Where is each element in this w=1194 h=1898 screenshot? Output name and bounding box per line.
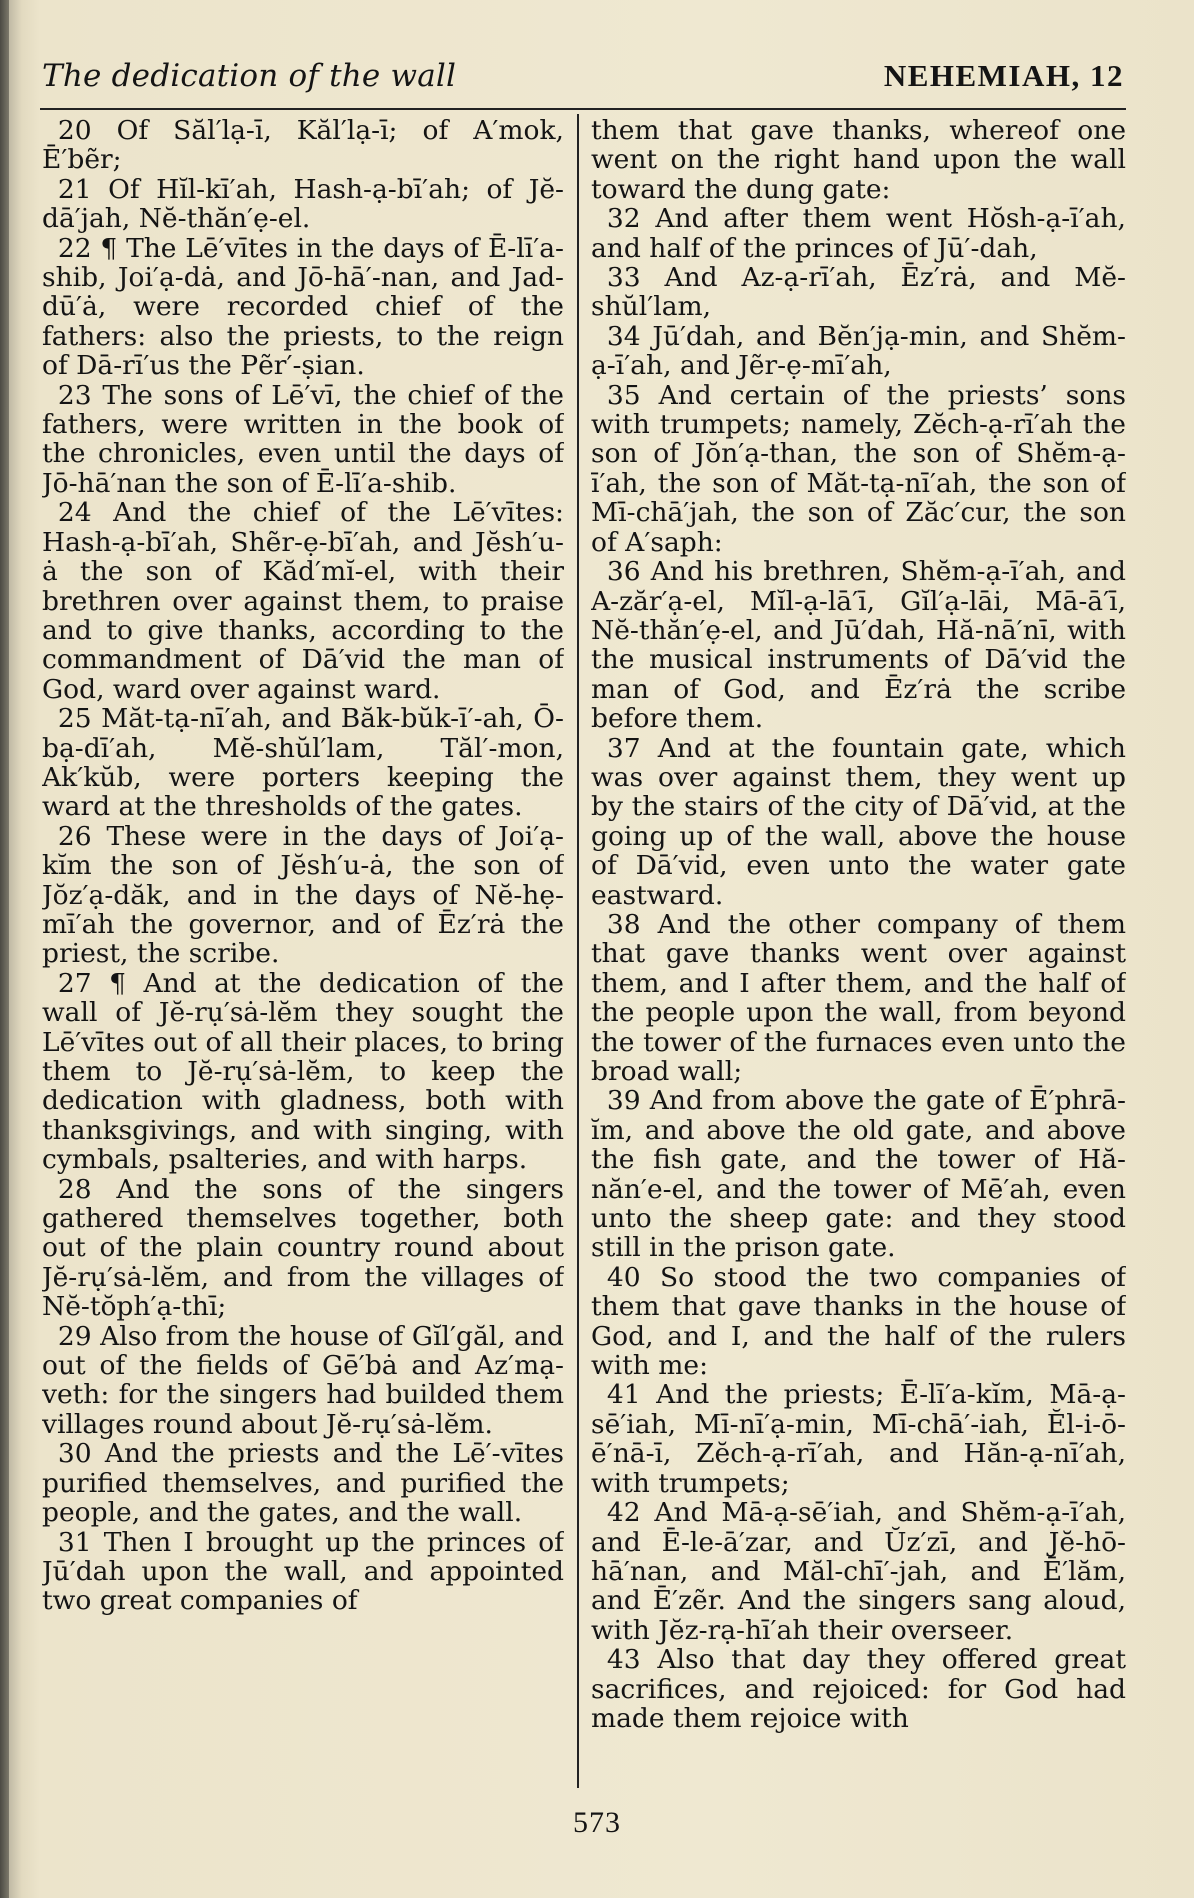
- verse-text: And the priests; Ē-lī′a-kĭm, Mā-ạ-sē′iah, Mī-nī′ạ-min, Mī-chā′-iah, Ĕl-i-ō-ē′nā-ī, Zĕch-ạ-rī′ah, and Hăn-ạ-nī′ah, with trumpets;: [591, 1379, 1126, 1499]
- verse-number: 33: [606, 262, 641, 294]
- verse-number: 20: [57, 116, 92, 146]
- verse: [42, 234, 564, 381]
- verse-number: 21: [57, 173, 92, 205]
- verse-continuation: [591, 116, 1126, 204]
- verse: [591, 1645, 1126, 1733]
- header-rule: [40, 108, 1126, 110]
- verse-text: them that gave thanks, whereof one went on the right hand upon the wall toward the dung gate:: [591, 116, 1126, 205]
- verse-number: 26: [57, 820, 92, 852]
- verse: [42, 1528, 564, 1616]
- verse-number: 24: [57, 497, 92, 529]
- verse-number: 25: [57, 703, 92, 735]
- verse: [42, 175, 564, 234]
- verse-number: 42: [606, 1497, 641, 1529]
- verse-text: And at the dedication of the wall of Jĕ-rụ′sȧ-lĕm they sought the Lē′vītes out of all their places, to bring them to Jĕ-rụ′sȧ-lĕm, to keep the dedication with gladness, both with thanksgivings, and with singing, with cymbals, psalteries, and with harps.: [42, 967, 564, 1176]
- verse: [42, 381, 564, 499]
- binding-edge: [0, 0, 9, 1898]
- verse-text: Măt-tạ-nī′ah, and Băk-bŭk-ī′-ah, Ō-bạ-dī′ah, Mĕ-shŭl′lam, Tăl′-mon, Ak′kŭb, were porters keeping the ward at the thresholds of the gates.: [42, 703, 564, 823]
- verse: [42, 1322, 564, 1440]
- verse: [42, 969, 564, 1175]
- verse: [42, 1439, 564, 1527]
- verse-number: 43: [606, 1644, 641, 1676]
- verse: [591, 557, 1126, 733]
- verse-text: And the chief of the Lē′vītes: Hash-ạ-bī′ah, Shẽr-ẹ-bī′ah, and Jĕsh′u-ȧ the son of Kăd′mĭ-el, with their brethren over against them, to praise and to give thanks, according to the commandment of Dā′vid the man of God, ward over against ward.: [42, 497, 564, 705]
- left-column: [42, 116, 564, 1796]
- verse: [591, 381, 1126, 557]
- verse: [591, 1498, 1126, 1645]
- verse-number: 32: [606, 203, 641, 235]
- verse-number: 41: [606, 1379, 641, 1411]
- column-divider: [577, 114, 579, 1788]
- verse-number: 31: [57, 1526, 92, 1558]
- verse-text: These were in the days of Joi′ạ-kĭm the son of Jĕsh′u-ȧ, the son of Jŏz′ạ-dăk, and in the days of Nĕ-hẹ-mī′ah the governor, and of Ēz′rȧ the priest, the scribe.: [42, 820, 564, 970]
- verse-text: Also that day they offered great sacrifices, and rejoiced: for God had made them rejoice with: [591, 1644, 1126, 1734]
- verse-number: 36: [606, 556, 641, 588]
- verse-text: The Lē′vītes in the days of Ē-lī′a-shib, Joi′ạ-dȧ, and Jō-hā′-nan, and Jad-dū′ȧ, were recorded chief of the fathers: also the priests, to the reign of Dā-rī′us the Pẽr′-ṣian.: [42, 232, 564, 382]
- verse: [591, 1380, 1126, 1498]
- verse-text: And Mā-ạ-sē′iah, and Shĕm-ạ-ī′ah, and Ē-le-ā′zar, and Ŭz′zī, and Jĕ-hō-hā′nan, and Măl-chī′-jah, and Ē′lăm, and Ē′zẽr. And the singers sang aloud, with Jĕz-rạ-hī′ah their overseer.: [591, 1497, 1126, 1646]
- verse-number: 38: [606, 908, 641, 940]
- verse: [591, 204, 1126, 263]
- verse-number: 39: [606, 1085, 641, 1117]
- verse: [42, 704, 564, 822]
- verse: [42, 498, 564, 704]
- verse-text: The sons of Lē′vī, the chief of the fathers, were written in the book of the chronicles, even until the days of Jō-hā′nan the son of Ē-lī′a-shib.: [42, 379, 564, 499]
- running-title: The dedication of the wall: [42, 58, 457, 94]
- verse-number: 37: [606, 732, 641, 764]
- verse-text: Then I brought up the princes of Jū′dah upon the wall, and appointed two great companies of: [42, 1526, 564, 1617]
- verse: [591, 734, 1126, 910]
- verse-text: And after them went Hŏsh-ạ-ī′ah, and half of the princes of Jū′-dah,: [591, 203, 1126, 264]
- verse-number: 23: [57, 379, 92, 411]
- verse: [42, 116, 564, 175]
- verse-number: 40: [606, 1261, 641, 1293]
- verse-number: 29: [57, 1320, 92, 1352]
- verse-number: 30: [57, 1438, 92, 1470]
- verse-number: 35: [606, 379, 641, 411]
- verse-number: 22 ¶: [57, 232, 118, 264]
- verse-text: And Az-ạ-rī′ah, Ēz′rȧ, and Mĕ-shŭl′lam,: [591, 262, 1126, 323]
- verse-text: Of Hĭl-kī′ah, Hash-ạ-bī′ah; of Jĕ-dā′jah, Nĕ-thăn′ẹ-el.: [42, 173, 564, 235]
- verse-text: And the other company of them that gave thanks went over against them, and I after them, and the half of the people upon the wall, from beyond the tower of the furnaces even unto the broad wall;: [591, 908, 1126, 1087]
- verse-text: And the priests and the Lē′-vītes purified themselves, and purified the people, and the gates, and the wall.: [42, 1438, 564, 1529]
- verse: [591, 263, 1126, 322]
- verse-text: And from above the gate of Ē′phrā-ĭm, and above the old gate, and above the fish gate, and the tower of Hă-năn′e-el, and the tower of Mē′ah, even unto the sheep gate: and they stood still in the prison gate.: [591, 1085, 1126, 1264]
- page-number: 573: [573, 1806, 621, 1839]
- right-column: [591, 116, 1126, 1796]
- page-header: [42, 58, 1124, 102]
- verse-text: Of Săl′lạ-ī, Kăl′lạ-ī; of A′mok, Ē′bẽr;: [42, 116, 564, 176]
- verse-number: 28: [57, 1173, 92, 1205]
- verse-text: Also from the house of Gĭl′găl, and out of the fields of Gē′bȧ and Az′mạ-veth: for the singers had builded them villages round about Jĕ-rụ′sȧ-lĕm.: [42, 1320, 564, 1440]
- verse: [591, 1263, 1126, 1381]
- verse: [591, 1086, 1126, 1262]
- verse-text: And his brethren, Shĕm-ạ-ī′ah, and A-zăr′ạ-el, Mĭl-ạ-lā′ī, Gĭl′ạ-lāi, Mā-ā′ī, Nĕ-thăn′ẹ-el, and Jū′dah, Hă-nā′nī, with the musical instruments of Dā′vid the man of God, and Ēz′rȧ the scribe before them.: [591, 556, 1126, 735]
- verse-text: And the sons of the singers gathered themselves together, both out of the plain country round about Jĕ-rụ′sȧ-lĕm, and from the villages of Nĕ-tŏph′ạ-thī;: [42, 1173, 564, 1323]
- book-reference: NEHEMIAH, 12: [883, 58, 1124, 93]
- verse-number: 34: [606, 320, 641, 352]
- verse: [42, 822, 564, 969]
- verse: [591, 910, 1126, 1086]
- verse-text: And certain of the priests’ sons with trumpets; namely, Zĕch-ạ-rī′ah the son of Jŏn′ạ-than, the son of Shĕm-ạ-ī′ah, the son of Măt-tạ-nī′ah, the son of Mī-chā′jah, the son of Zăc′cur, the son of A′saph:: [591, 379, 1126, 558]
- verse: [42, 1175, 564, 1322]
- verse: [591, 322, 1126, 381]
- verse-text: Jū′dah, and Bĕn′jạ-min, and Shĕm-ạ-ī′ah, and Jẽr-ẹ-mī′ah,: [591, 320, 1126, 382]
- verse-number: 27 ¶: [57, 967, 126, 999]
- verse-text: And at the fountain gate, which was over against them, they went up by the stairs of the city of Dā′vid, at the going up of the wall, above the house of Dā′vid, even unto the water gate eastward.: [591, 732, 1126, 911]
- verse-text: So stood the two companies of them that gave thanks in the house of God, and I, and the half of the rulers with me:: [591, 1261, 1126, 1382]
